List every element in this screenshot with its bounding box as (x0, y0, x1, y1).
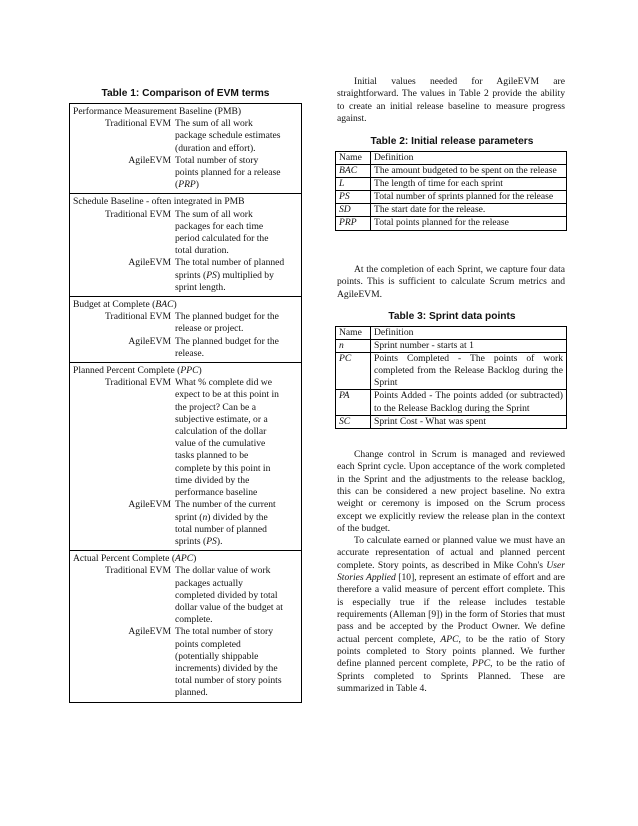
paragraph-sprint-completion: At the completion of each Sprint, we capture four data points. This is sufficient to calculate Scrum metrics and AgileEVM. (337, 264, 565, 300)
table1-row (73, 118, 299, 155)
definition-line: total duration. (175, 245, 229, 257)
cell-definition: The length of time for each sprint (371, 178, 567, 191)
table1-row-definition (175, 257, 299, 294)
paragraph-initial-values: Initial values needed for AgileEVM are straightforward. The values in Table 2 provide the ability to create an initial release baseline to measure progress against. (337, 76, 565, 125)
table1-row-definition (175, 209, 299, 258)
para4-text-d: , to be the ratio of Sprints completed to Sprints Planned. These are summarized in Table 4. (337, 658, 565, 695)
definition-line: release or project. (175, 323, 244, 335)
definition-line: The planned budget for the (175, 311, 279, 323)
table1-row (73, 336, 299, 360)
cell-name: SC (336, 415, 371, 428)
definition-line: (duration and effort). (175, 142, 256, 154)
table1-row (73, 565, 299, 626)
apc-term: APC (440, 633, 459, 645)
table3-caption: Table 3: Sprint data points (388, 311, 516, 322)
definition-line: value of the cumulative (175, 438, 266, 450)
header-definition: Definition (371, 152, 567, 165)
term-abbrev: PS (206, 535, 217, 547)
table1-section (70, 104, 301, 193)
definition-line: (PRP) (175, 179, 199, 191)
table1-row-definition (175, 626, 299, 699)
cell-name: PA (336, 390, 371, 415)
table1-row-label: Traditional EVM (104, 208, 171, 220)
cell-name: n (336, 340, 371, 353)
table1-row (73, 499, 299, 548)
cell-definition: Points Completed - The points of work completed from the Release Backlog during the Sprint (371, 353, 567, 390)
table1-row-definition (175, 565, 299, 626)
table1-row-definition (175, 311, 299, 335)
table1-row-definition (175, 499, 299, 548)
table1-row-label: AgileEVM (128, 335, 171, 347)
table1-comparison-evm (69, 103, 302, 703)
cell-definition: Sprint number - starts at 1 (371, 340, 567, 353)
paragraph-percent-complete (337, 535, 565, 695)
cell-name: PRP (336, 217, 371, 230)
definition-line: What % complete did we (175, 377, 272, 389)
definition-line: dollar value of the budget at (175, 601, 283, 613)
table-row (336, 340, 567, 353)
table-row (336, 415, 567, 428)
definition-line: release. (175, 347, 205, 359)
table1-row (73, 155, 299, 192)
definition-line: expect to be at this point in (175, 389, 279, 401)
para4-text-b: [10], represent an estimate of effort and are therefore a valid measure of percent effort complete. This is especially true if the release includes testable requirements (Alleman [9]) in the form of Stories that must pass and be accepted by the Product Owner. We define actual percent complete, (337, 572, 565, 645)
cell-definition: The amount budgeted to be spent on the release (371, 165, 567, 178)
table1-section (70, 362, 301, 550)
definition-line: The total number of story (175, 626, 274, 638)
cell-name: PS (336, 191, 371, 204)
table2-caption: Table 2: Initial release parameters (370, 136, 534, 147)
table1-row (73, 311, 299, 335)
definition-line: points planned for a release (175, 167, 281, 179)
definition-line: sprints (PS) multiplied by (175, 269, 274, 281)
table2-initial-release-parameters (335, 151, 567, 231)
para4-text-c: , to be the ratio of Story points completed to Story points planned. We further define planned percent complete, (337, 633, 565, 670)
definition-line: complete by this point in (175, 462, 271, 474)
term-abbrev: n (202, 511, 208, 523)
definition-line: The sum of all work (175, 208, 253, 220)
cell-definition: Total points planned for the release (371, 217, 567, 230)
definition-line: packages actually (175, 577, 243, 589)
table-row (336, 353, 567, 390)
definition-line: time divided by the (175, 474, 250, 486)
table1-section-heading: Actual Percent Complete (APC) (73, 553, 197, 565)
definition-line: the project? Can be a (175, 401, 256, 413)
definition-line: sprint (n) divided by the (175, 511, 268, 523)
definition-line: Total number of story (175, 154, 259, 166)
table-row (336, 217, 567, 230)
definition-line: period calculated for the (175, 233, 269, 245)
term-abbrev: PPC (180, 365, 199, 377)
definition-line: subjective estimate, or a (175, 413, 268, 425)
table1-caption: Table 1: Comparison of EVM terms (101, 88, 270, 99)
table1-row (73, 377, 299, 499)
definition-line: increments) divided by the (175, 662, 278, 674)
cell-name: BAC (336, 165, 371, 178)
table1-section-heading: Budget at Complete (BAC) (73, 299, 177, 311)
definition-line: The number of the current (175, 499, 276, 511)
definition-line: packages for each time (175, 220, 264, 232)
term-abbrev: APC (175, 553, 194, 565)
definition-line: planned. (175, 687, 208, 699)
header-definition: Definition (371, 327, 567, 340)
ppc-term: PPC (472, 658, 491, 670)
definition-line: tasks planned to be (175, 450, 249, 462)
cell-definition: Points Added - The points added (or subtracted) to the Release Backlog during the Sprint (371, 390, 567, 415)
table1-section (70, 193, 301, 296)
cell-name: PC (336, 353, 371, 390)
table1-section (70, 550, 301, 701)
definition-line: The total number of planned (175, 257, 285, 269)
definition-line: completed divided by total (175, 589, 278, 601)
table1-row-label: Traditional EVM (104, 118, 171, 130)
definition-line: total number of planned (175, 523, 267, 535)
table1-row-definition (175, 118, 299, 155)
term-abbrev: PS (206, 269, 217, 281)
definition-line: The dollar value of work (175, 565, 271, 577)
cell-name: L (336, 178, 371, 191)
table1-row (73, 209, 299, 258)
cell-definition: Total number of sprints planned for the release (371, 191, 567, 204)
table1-row-label: AgileEVM (128, 626, 171, 638)
table-row (336, 191, 567, 204)
table1-row-label: AgileEVM (128, 499, 171, 511)
para4-text-a: To calculate earned or planned value we must have an accurate representation of actual and planned percent complete. Story points, as described in Mike Cohn's (337, 535, 565, 571)
table1-row-definition (175, 155, 299, 192)
table-header-row (336, 152, 567, 165)
table3-sprint-data-points (335, 326, 567, 429)
table1-section (70, 296, 301, 362)
table-row (336, 204, 567, 217)
table1-row-label: AgileEVM (128, 257, 171, 269)
table1-row (73, 257, 299, 294)
definition-line: sprints (PS). (175, 535, 223, 547)
table-header-row (336, 327, 567, 340)
table1-row-label: AgileEVM (128, 154, 171, 166)
table1-row-label: Traditional EVM (104, 377, 171, 389)
definition-line: (potentially shippable (175, 650, 259, 662)
cell-definition: Sprint Cost - What was spent (371, 415, 567, 428)
table1-row-definition (175, 336, 299, 360)
definition-line: The planned budget for the (175, 335, 279, 347)
definition-line: total number of story points (175, 675, 282, 687)
table1-row-definition (175, 377, 299, 499)
definition-line: package schedule estimates (175, 130, 281, 142)
cell-definition: The start date for the release. (371, 204, 567, 217)
table1-section-heading: Schedule Baseline - often integrated in PMB (73, 196, 245, 208)
definition-line: points completed (175, 638, 241, 650)
table-row (336, 390, 567, 415)
table1-section-heading: Performance Measurement Baseline (PMB) (73, 106, 242, 117)
paragraph-change-control: Change control in Scrum is managed and reviewed each Sprint cycle. Upon acceptance of the work completed in the Sprint and the adjustments to the release backlog, this can be considered a new project baseline. No extra weight or ceremony is imposed on the Scrum process except we explicitly review the release plan in the context of the budget. (337, 449, 565, 535)
table-row (336, 165, 567, 178)
table1-row-label: Traditional EVM (104, 311, 171, 323)
definition-line: complete. (175, 614, 213, 626)
header-name: Name (336, 152, 371, 165)
book-title: User Stories Applied (337, 559, 565, 584)
definition-line: performance baseline (175, 487, 258, 499)
table-row (336, 178, 567, 191)
term-abbrev: BAC (155, 299, 174, 311)
table1-row-label: Traditional EVM (104, 565, 171, 577)
table1-section-heading: Planned Percent Complete (PPC) (73, 365, 202, 377)
cell-name: SD (336, 204, 371, 217)
definition-line: calculation of the dollar (175, 426, 267, 438)
header-name: Name (336, 327, 371, 340)
definition-line: sprint length. (175, 281, 226, 293)
definition-line: The sum of all work (175, 118, 253, 130)
table1-row (73, 626, 299, 699)
term-abbrev: PRP (178, 179, 196, 191)
